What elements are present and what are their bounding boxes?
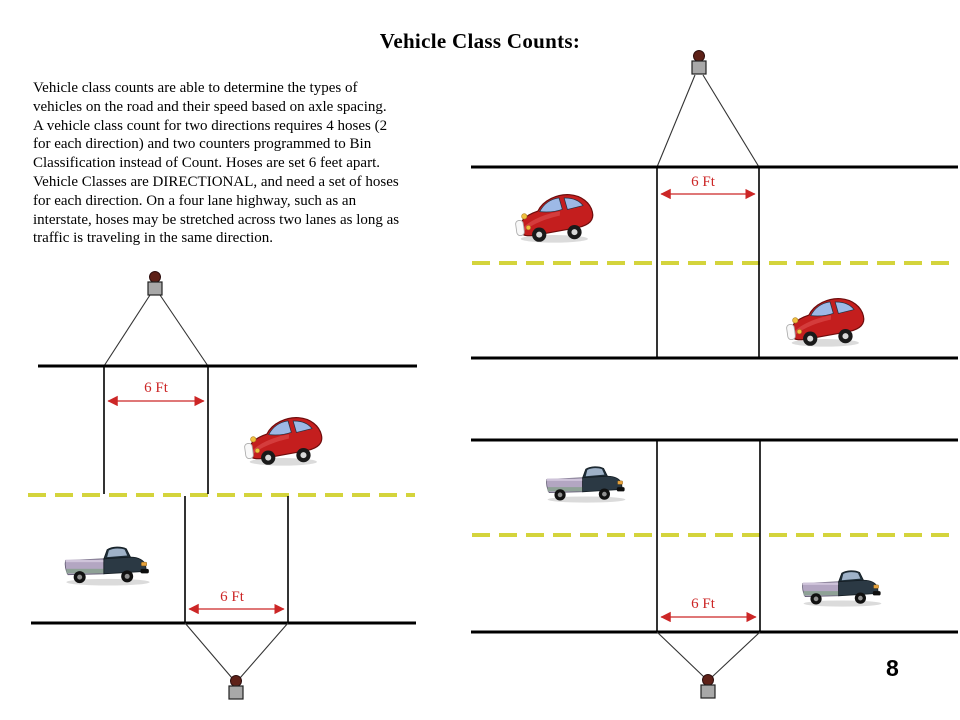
traffic-counter-icon [692, 51, 706, 75]
hose-spacing-label: 6 Ft [691, 596, 715, 612]
hose-spacing-label: 6 Ft [691, 174, 715, 190]
counter-cable [160, 295, 208, 366]
page-title: Vehicle Class Counts: [379, 29, 581, 53]
hose-spacing-label: 6 Ft [144, 380, 168, 396]
counter-cable [657, 632, 704, 677]
counter-cable [240, 623, 288, 678]
counter-cable [657, 75, 695, 167]
counter-cable [703, 75, 759, 167]
pickup-truck-icon [803, 571, 882, 607]
pickup-truck-icon [65, 547, 149, 585]
body-text-line: vehicles on the road and their speed based on axle spacing. [33, 98, 387, 115]
traffic-counter-icon [229, 676, 243, 700]
counter-cable [712, 632, 760, 677]
body-text-line: interstate, hoses may be stretched across two lanes as long as [33, 211, 400, 228]
red-car-icon [784, 295, 866, 346]
body-text-line: A vehicle class count for two directions requires 4 hoses (2 [33, 117, 388, 134]
body-text-line: traffic is traveling in the same direction. [33, 230, 274, 247]
body-text-line: for each direction. On a four lane highway, such as an [33, 192, 357, 209]
red-car-icon [513, 191, 595, 242]
body-text-line: Vehicle class counts are able to determine the types of [33, 80, 358, 96]
pickup-truck-icon [547, 467, 626, 503]
page-number: 8 [886, 655, 899, 681]
body-text-line: for each direction) and two counters programmed to Bin [33, 136, 372, 153]
traffic-counter-icon [701, 675, 715, 699]
body-text-line: Classification instead of Count. Hoses are set 6 feet apart. [33, 155, 380, 172]
red-car-icon [242, 414, 324, 465]
counter-cable [104, 295, 150, 366]
counter-cable [185, 623, 232, 678]
hose-spacing-label: 6 Ft [220, 589, 244, 605]
body-text-line: Vehicle Classes are DIRECTIONAL, and need a set of hoses [33, 173, 399, 190]
traffic-counter-icon [148, 272, 162, 296]
